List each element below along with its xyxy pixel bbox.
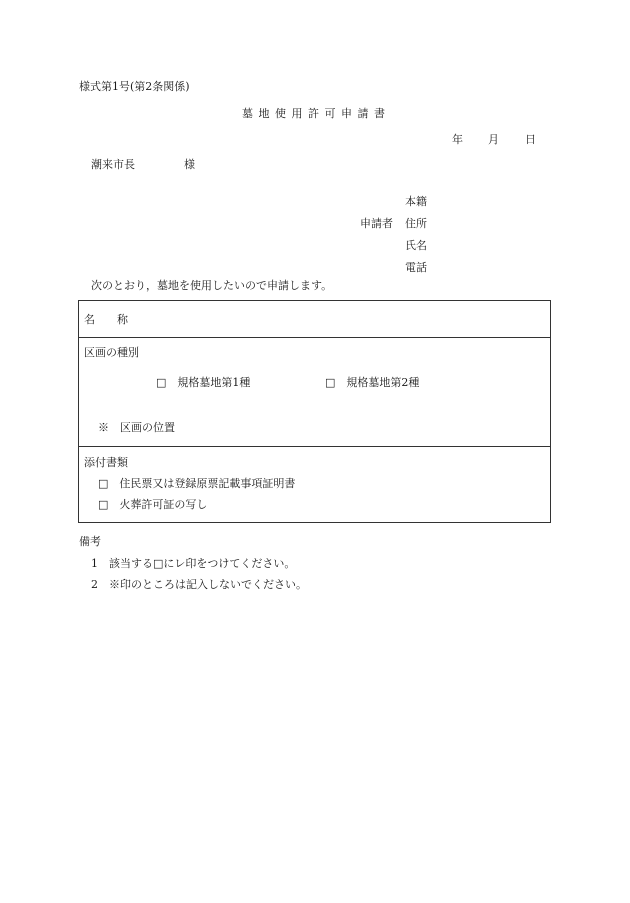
application-table [78, 300, 551, 523]
attachments-label: 添付書類 [84, 456, 128, 469]
section-type-label: 区画の種別 [84, 346, 139, 359]
name-field-label: 名 称 [84, 313, 128, 326]
form-label: 様式第1号(第2条関係) [79, 80, 190, 93]
date-day: 日 [525, 133, 536, 146]
attachment-cremation-permit[interactable]: □ 火葬許可証の写し [98, 498, 208, 511]
notes-heading: 備考 [79, 535, 101, 548]
date-year: 年 [452, 133, 463, 146]
intro-text: 次のとおり，墓地を使用したいので申請します。 [91, 279, 333, 292]
option-standard-type1[interactable]: □ 規格墓地第1種 [156, 376, 251, 389]
note-item-2: 2 ※印のところは記入しないでください。 [91, 578, 307, 591]
applicant-label: 申請者 [360, 217, 393, 230]
document-title: 墓 地 使 用 許 可 申 請 書 [242, 107, 386, 120]
addressee-name: 潮来市長 [91, 158, 135, 171]
row-divider-1 [79, 337, 550, 338]
note-item-1: 1 該当する□にレ印をつけてください。 [91, 557, 296, 570]
applicant-address-label: 住所 [405, 217, 427, 230]
applicant-name-label: 氏名 [405, 239, 427, 252]
applicant-honseki-label: 本籍 [405, 195, 427, 208]
applicant-phone-label: 電話 [405, 261, 427, 274]
row-divider-2 [79, 446, 550, 447]
attachment-resident-record[interactable]: □ 住民票又は登録原票記載事項証明書 [98, 477, 296, 490]
date-month: 月 [488, 133, 499, 146]
section-position-note: ※ 区画の位置 [98, 421, 175, 434]
option-standard-type2[interactable]: □ 規格墓地第2種 [325, 376, 420, 389]
addressee-honorific: 様 [184, 158, 195, 171]
